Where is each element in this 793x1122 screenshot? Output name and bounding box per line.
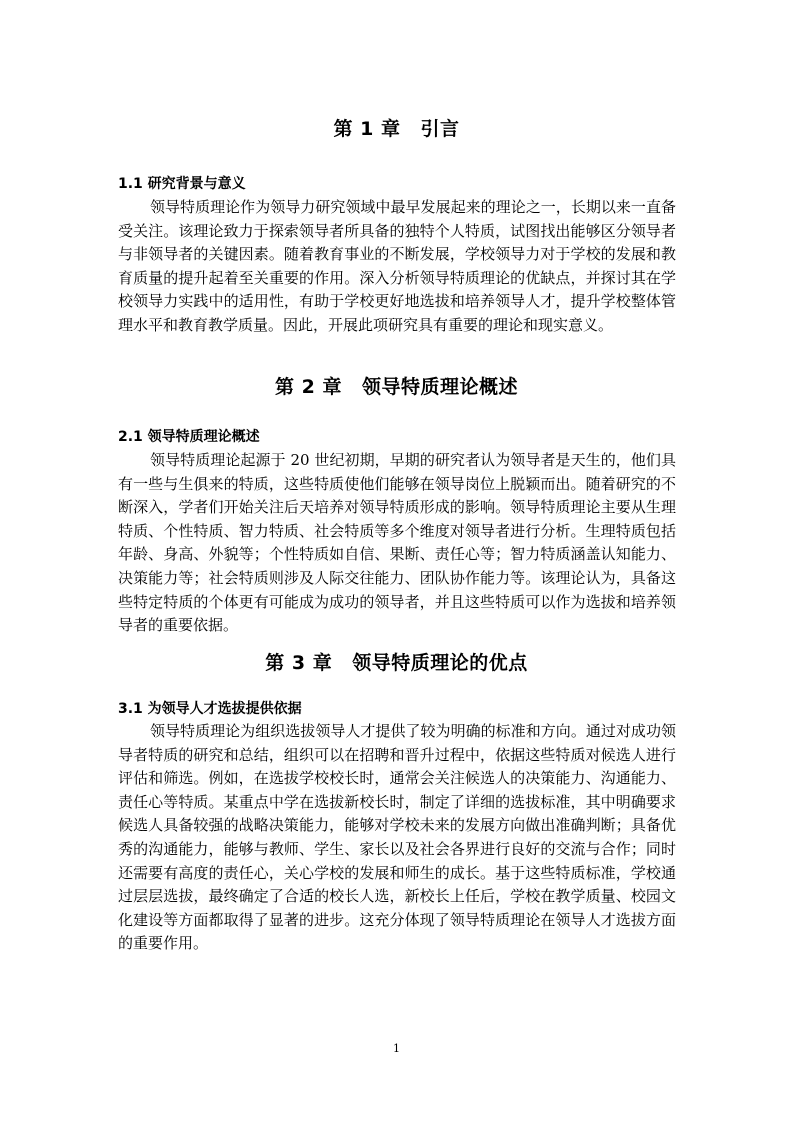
paragraph: 领导特质理论起源于 20 世纪初期，早期的研究者认为领导者是天生的，他们具有一些与生俱来的特质，这些特质使他们能够在领导岗位上脱颖而出。随着研究的不断深入，学者们开始关注后天培养对领导特质形成的影响。领导特质理论主要从生理特质、个性特质、智力特质、社会特质等多个维度对领导者进行分析。生理特质包括年龄、身高、外貌等；个性特质如自信、果断、责任心等；智力特质涵盖认知能力、决策能力等；社会特质则涉及人际交往能力、团队协作能力等。该理论认为，具备这些特定特质的个体更有可能成为成功的领导者，并且这些特质可以作为选拔和培养领导者的重要依据。 (118, 451, 676, 635)
chapter-1-heading (0, 114, 793, 141)
chapter-3-heading (0, 648, 793, 675)
paragraph: 领导特质理论作为领导力研究领域中最早发展起来的理论之一，长期以来一直备受关注。该理论致力于探索领导者所具备的独特个人特质，试图找出能够区分领导者与非领导者的关键因素。随着教育事业的不断发展，学校领导力对于学校的发展和教育质量的提升起着至关重要的作用。深入分析领导特质理论的优缺点，并探讨其在学校领导力实践中的适用性，有助于学校更好地选拔和培养领导人才，提升学校整体管理水平和教育教学质量。因此，开展此项研究具有重要的理论和现实意义。 (118, 198, 676, 334)
chapter-number: 第 3 章 (265, 652, 333, 674)
page-number: 1 (393, 1042, 400, 1055)
chapter-number: 第 1 章 (333, 118, 401, 140)
chapter-title: 引言 (420, 118, 460, 140)
section-heading: 2.1 领导特质理论概述 (118, 429, 260, 445)
paragraph: 领导特质理论为组织选拔领导人才提供了较为明确的标准和方向。通过对成功领导者特质的研究和总结，组织可以在招聘和晋升过程中，依据这些特质对候选人进行评估和筛选。例如，在选拔学校校长时，通常会关注候选人的决策能力、沟通能力、责任心等特质。某重点中学在选拔新校长时，制定了详细的选拔标准，其中明确要求候选人具备较强的战略决策能力，能够对学校未来的发展方向做出准确判断；具备优秀的沟通能力，能够与教师、学生、家长以及社会各界进行良好的交流与合作；同时还需要有高度的责任心，关心学校的发展和师生的成长。基于这些特质标准，学校通过层层选拔，最终确定了合适的校长人选，新校长上任后，学校在教学质量、校园文化建设等方面都取得了显著的进步。这充分体现了领导特质理论在领导人才选拔方面的重要作用。 (118, 722, 676, 953)
section-heading: 1.1 研究背景与意义 (118, 176, 246, 192)
chapter-number: 第 2 章 (275, 376, 342, 398)
chapter-title: 领导特质理论概述 (361, 376, 518, 398)
chapter-2-heading (0, 372, 793, 399)
chapter-title: 领导特质理论的优点 (352, 652, 528, 674)
section-heading: 3.1 为领导人才选拔提供依据 (118, 701, 302, 717)
